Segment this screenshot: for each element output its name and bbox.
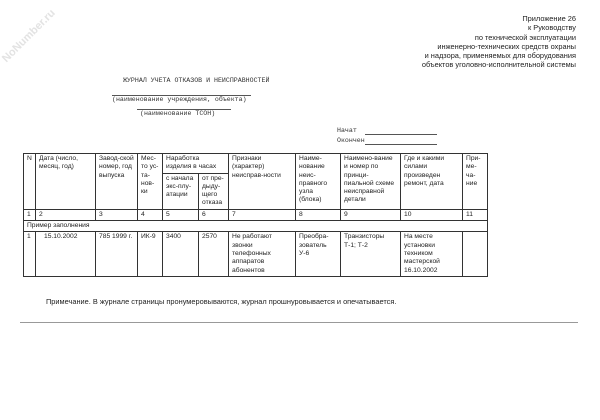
number-cell: 3 (96, 209, 138, 220)
cell: ИК-9 (138, 232, 163, 276)
cell: 785 1999 г. (96, 232, 138, 276)
cell (463, 232, 488, 276)
cell: 15.10.2002 (36, 232, 96, 276)
appendix-line: по технической эксплуатации (474, 32, 576, 42)
header-cell: N (24, 154, 36, 210)
cell: 1 (24, 232, 36, 276)
number-cell: 10 (401, 209, 463, 220)
appendix-line: инженерно-технических средств охраны (437, 41, 576, 51)
appendix-heading (422, 14, 576, 70)
number-cell: 6 (199, 209, 229, 220)
watermark: NoNumber.ru (0, 7, 58, 65)
cell: Не работают звонки телефонных аппаратов абонентов (229, 232, 296, 276)
number-cell: 11 (463, 209, 488, 220)
cell: 3400 (163, 232, 199, 276)
cell: Преобра-зователь У-6 (296, 232, 341, 276)
appendix-line: Приложение 26 (522, 14, 576, 23)
started-label: Начат (337, 127, 357, 134)
appendix-line: к Руководству (528, 23, 576, 33)
institution-caption: (наименование учреждения, объекта) (112, 96, 247, 103)
number-cell: 8 (296, 209, 341, 220)
number-cell: 5 (163, 209, 199, 220)
appendix-line: объектов уголовно-исполнительной системы (421, 60, 576, 70)
header-cell: Дата (число, месяц, год) (36, 154, 96, 210)
table-row (24, 232, 488, 276)
number-cell: 2 (36, 209, 96, 220)
number-cell: 1 (24, 209, 36, 220)
header-cell: Признаки (характер) неисправ-ности (229, 154, 296, 210)
page-title: ЖУРНАЛ УЧЕТА ОТКАЗОВ И НЕИСПРАВНОСТЕЙ (123, 77, 270, 84)
example-label-row (24, 221, 488, 232)
number-cell: 7 (229, 209, 296, 220)
header-cell: Наимено-вание и номер по принци-пиальной схеме неисправной детали (341, 154, 401, 210)
started-field (365, 134, 437, 135)
tsoh-caption: (наименование ТСОН) (140, 110, 216, 117)
header-cell: Мес-то ус-та-нов-ки (138, 154, 163, 210)
header-cell: от пре-дыду-щего отказа (199, 173, 229, 209)
bottom-divider (20, 322, 578, 323)
cell: На месте установки техником мастерской 16.10.2002 (401, 232, 463, 276)
journal-table (23, 153, 488, 277)
example-label: Пример заполнения (24, 221, 488, 232)
header-cell: Завод-ской номер, год выпуска (96, 154, 138, 210)
header-row (24, 154, 488, 174)
number-cell: 9 (341, 209, 401, 220)
finished-label: Окончен (337, 137, 365, 144)
number-cell: 4 (138, 209, 163, 220)
note: Примечание. В журнале страницы пронумеровываются, журнал прошнуровывается и опечатывается. (46, 297, 397, 306)
cell: Транзисторы Т-1; Т-2 (341, 232, 401, 276)
header-cell: Наиме-нование неис-правного узла (блока) (296, 154, 341, 210)
header-cell: При-ме-ча-ние (463, 154, 488, 210)
appendix-line: и надзора, применяемых для оборудования (424, 51, 576, 61)
cell: 2570 (199, 232, 229, 276)
number-row (24, 209, 488, 220)
header-cell: с начала экс-плу-атации (163, 173, 199, 209)
header-cell: Где и какими силами произведен ремонт, дата (401, 154, 463, 210)
finished-field (365, 144, 437, 145)
header-cell: Наработка изделия в часах (163, 154, 229, 174)
